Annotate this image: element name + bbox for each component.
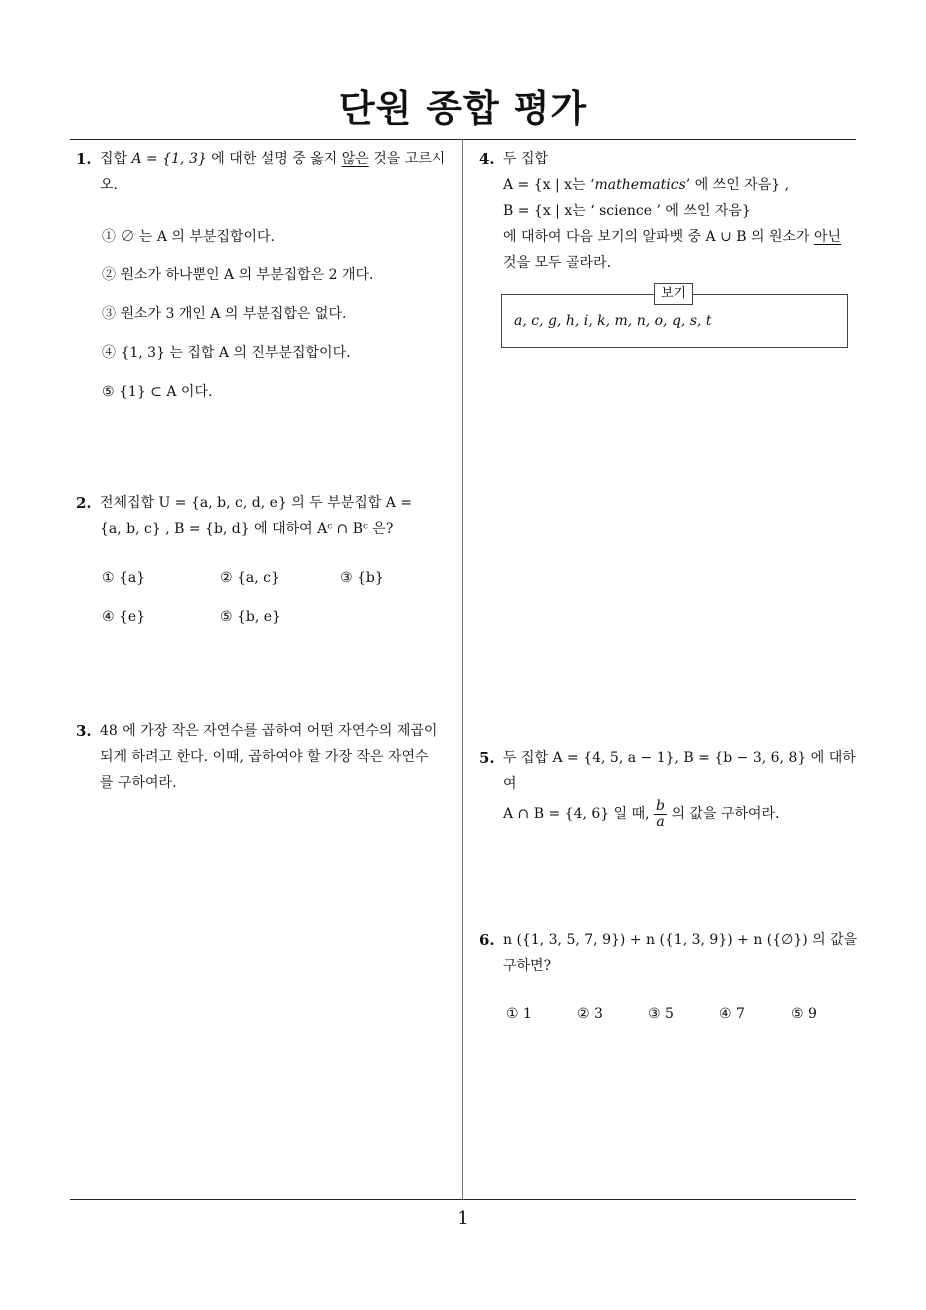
question-4: [479, 146, 859, 276]
question-number: 6.: [479, 931, 495, 949]
set-expression: A = {1, 3}: [131, 151, 207, 167]
question-text-part: 것을 고르시오.: [100, 151, 446, 193]
question-text-part: A ∩ B = {4, 6} 일 때,: [503, 806, 655, 822]
answer-option[interactable]: ② 3: [577, 1006, 603, 1022]
question-text-part: 에 대한 설명 중 옳지: [206, 151, 342, 167]
example-box-label: 보기: [654, 283, 693, 305]
question-text-part: 집합: [100, 151, 132, 167]
question-2: [76, 490, 456, 542]
question-line: 전체집합 U = {a, b, c, d, e} 의 두 부분집합 A =: [100, 495, 413, 511]
example-box-content: a, c, g, h, i, k, m, n, o, q, s, t: [514, 313, 712, 329]
question-text: [503, 745, 869, 831]
underlined-word: 않은: [341, 151, 369, 167]
question-5: [479, 745, 869, 831]
question-text: [100, 146, 456, 198]
question-line: 두 집합 A = {4, 5, a − 1}, B = {b − 3, 6, 8} 에 대하여: [503, 750, 856, 792]
question-text: [503, 927, 869, 979]
question-number: 4.: [479, 150, 495, 168]
question-line: {a, b, c} , B = {b, d} 에 대하여 Aᶜ ∩ Bᶜ 은?: [100, 521, 394, 537]
example-box: [501, 286, 848, 348]
answer-option[interactable]: ⑤ {b, e}: [220, 609, 281, 625]
question-text-part: 에 대하여 다음 보기의 알파벳 중 A ∪ B 의 원소가: [503, 229, 814, 245]
column-divider: [462, 139, 463, 1200]
word-mathematics: mathematics: [594, 177, 686, 193]
page-number: 1: [457, 1208, 469, 1229]
fraction-numerator: b: [656, 797, 666, 814]
question-line: 두 집합: [503, 151, 549, 167]
fraction-denominator: a: [656, 813, 665, 830]
set-b-definition: B = {x | x는 ‘ science ’ 에 쓰인 자음}: [503, 203, 751, 219]
fraction-b-over-a: [654, 799, 667, 830]
set-text: A = {x | x는 ‘: [503, 177, 595, 193]
answer-option[interactable]: ② {a, c}: [220, 570, 280, 586]
question-number: 2.: [76, 494, 92, 512]
question-line: 를 구하여라.: [100, 775, 177, 791]
question-line: [503, 224, 859, 250]
bottom-divider: [70, 1199, 856, 1200]
question-6: [479, 927, 869, 979]
question-line: 구하면?: [503, 958, 552, 974]
question-line: 되게 하려고 한다. 이때, 곱하여야 할 가장 작은 자연수: [100, 749, 429, 765]
question-number: 5.: [479, 749, 495, 767]
set-a-definition: [503, 172, 859, 198]
question-text: [100, 718, 456, 796]
question-line: n ({1, 3, 5, 7, 9}) + n ({1, 3, 9}) + n ({∅}) 의 값을: [503, 932, 858, 948]
underlined-word: 아닌: [814, 229, 842, 245]
answer-option[interactable]: ④ {e}: [102, 609, 146, 625]
answer-option[interactable]: ③ 원소가 3 개인 A 의 부분집합은 없다.: [102, 306, 347, 322]
set-text: ’ 에 쓰인 자음} ,: [685, 177, 790, 193]
question-text: [100, 490, 456, 542]
page-title: 단원 종합 평가: [338, 87, 588, 130]
question-line: [503, 797, 869, 831]
question-number: 1.: [76, 150, 92, 168]
question-text-part: 의 값을 구하여라.: [667, 806, 780, 822]
question-text: [503, 146, 859, 276]
answer-option[interactable]: ④ {1, 3} 는 집합 A 의 진부분집합이다.: [102, 345, 351, 361]
answer-option[interactable]: ③ {b}: [340, 570, 384, 586]
top-divider: [70, 139, 856, 140]
answer-option[interactable]: ⑤ 9: [791, 1006, 817, 1022]
question-line: 48 에 가장 작은 자연수를 곱하여 어떤 자연수의 제곱이: [100, 723, 438, 739]
answer-option[interactable]: ④ 7: [719, 1006, 745, 1022]
answer-option[interactable]: ① {a}: [102, 570, 146, 586]
answer-option[interactable]: ① 1: [506, 1006, 532, 1022]
answer-option[interactable]: ① ∅ 는 A 의 부분집합이다.: [102, 229, 276, 245]
question-number: 3.: [76, 722, 92, 740]
answer-option[interactable]: ③ 5: [648, 1006, 674, 1022]
answer-option[interactable]: ② 원소가 하나뿐인 A 의 부분집합은 2 개다.: [102, 267, 374, 283]
answer-option[interactable]: ⑤ {1} ⊂ A 이다.: [102, 384, 213, 400]
question-3: [76, 718, 456, 796]
question-line: 것을 모두 골라라.: [503, 255, 612, 271]
question-1: [76, 146, 456, 198]
